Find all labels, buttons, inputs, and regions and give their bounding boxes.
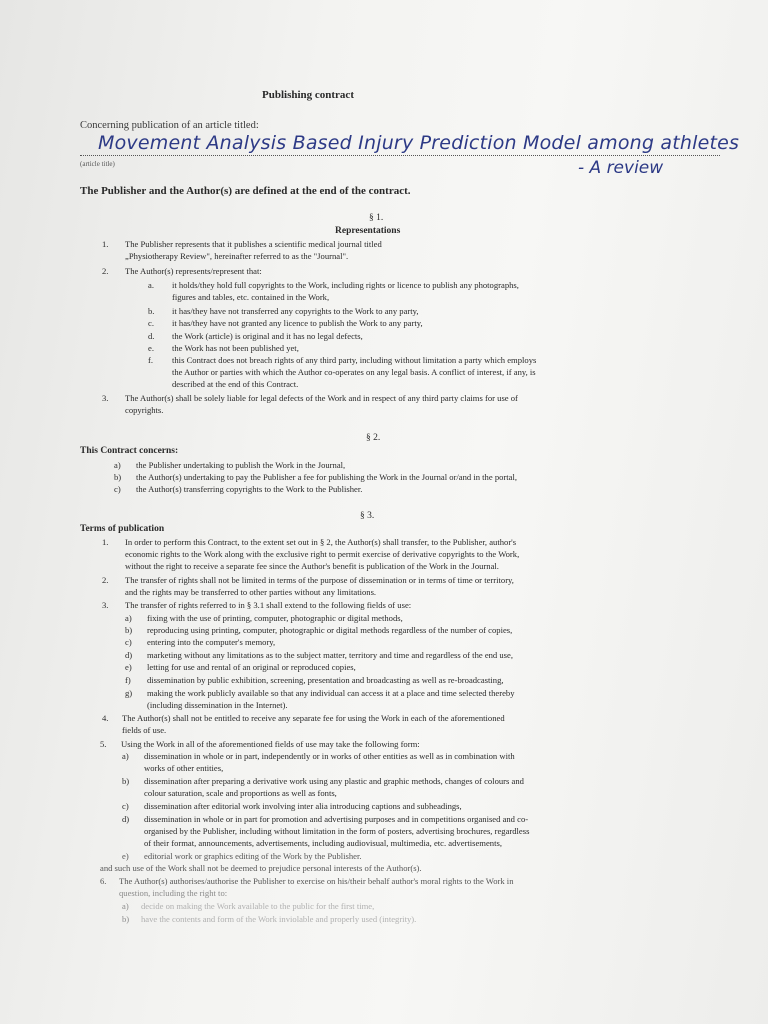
subitem-letter: g): [125, 688, 133, 698]
clause-line: dissemination in whole or in part, independently or in works of other entities as well as in combination with: [144, 751, 515, 761]
section-1-heading: Representations: [335, 226, 401, 236]
clause-line: the Publisher undertaking to publish the Work in the Journal,: [136, 460, 346, 470]
subitem-letter: f): [125, 675, 131, 685]
clause-line: entering into the computer's memory,: [147, 637, 276, 647]
clause-line: the Author(s) undertaking to pay the Publisher a fee for publishing the Work in the Journal or/and in the portal,: [136, 472, 518, 482]
item-number: 2.: [102, 266, 109, 276]
clause-line: „Physiotherapy Review", hereinafter referred to as the "Journal".: [125, 251, 349, 261]
subitem-letter: e): [125, 662, 132, 672]
item-number: 4.: [102, 713, 109, 723]
concerning-label: Concerning publication of an article titled:: [80, 120, 259, 131]
clause-line: letting for use and rental of an original or reproduced copies,: [147, 662, 356, 672]
clause-line: reproducing using printing, computer, photographic or digital methods regardless of the number of copies,: [147, 625, 513, 635]
section-3-heading: Terms of publication: [80, 524, 165, 534]
subitem-letter: a.: [148, 280, 154, 290]
item-number: 2.: [102, 575, 109, 585]
clause-line: colour saturation, scale and proportions as well as fonts,: [144, 788, 337, 798]
clause-line: have the contents and form of the Work inviolable and properly used (integrity).: [141, 914, 417, 924]
subitem-letter: f.: [148, 355, 154, 365]
section-3-number: § 3.: [360, 511, 375, 521]
clause-line: In order to perform this Contract, to the extent set out in § 2, the Author(s) shall transfer, to the Publisher, author's: [125, 537, 517, 547]
subitem-letter: b.: [148, 306, 155, 316]
subitem-letter: b): [125, 625, 133, 635]
subitem-letter: d): [125, 650, 133, 660]
clause-line: the Author or parties with which the Author co-operates on any legal basis. A conflict of interest, if any, is: [172, 367, 536, 377]
clause-line: The Author(s) shall not be entitled to receive any separate fee for using the Work in each of the aforementioned: [122, 713, 505, 723]
clause-line: it holds/they hold full copyrights to the Work, including rights or licence to publish any photographs,: [172, 280, 519, 290]
section-2-number: § 2.: [366, 433, 381, 443]
subitem-letter: a): [125, 613, 132, 623]
subitem-letter: a): [122, 751, 129, 761]
clause-line: fixing with the use of printing, computer, photographic or digital methods,: [147, 613, 403, 623]
clause-line: question, including the right to:: [119, 888, 228, 898]
item-number: 5.: [100, 739, 107, 749]
parties-defined-statement: The Publisher and the Author(s) are defined at the end of the contract.: [80, 185, 411, 197]
clause-line: The Author(s) shall be solely liable for legal defects of the Work and in respect of any third party claims for use of: [125, 393, 518, 403]
clause-line: and the rights may be transferred to other parties without any limitations.: [125, 587, 377, 597]
clause-line: the Work has not been published yet,: [172, 343, 299, 353]
clause-line: copyrights.: [125, 405, 164, 415]
section-2-heading: This Contract concerns:: [80, 446, 179, 456]
clause-line: this Contract does not breach rights of any third party, including without limitation a party which employs: [172, 355, 537, 365]
clause-line: organised by the Publisher, including without limitation in the form of posters, advertising brochures, regardless: [144, 826, 530, 836]
handwritten-article-title: Movement Analysis Based Injury Prediction Model among athletes: [98, 132, 740, 154]
subitem-letter: e): [122, 851, 129, 861]
clause-line: The transfer of rights shall not be limited in terms of the purpose of dissemination or in terms of time or territory,: [125, 575, 514, 585]
document-title: Publishing contract: [262, 89, 354, 101]
clause-line: works of other entities,: [144, 763, 224, 773]
item-number: 3.: [102, 600, 109, 610]
clause-line: it has/they have not transferred any copyrights to the Work to any party,: [172, 306, 419, 316]
subitem-letter: a): [122, 901, 129, 911]
clause-line: marketing without any limitations as to the subject matter, territory and time and regardless of the end use,: [147, 650, 513, 660]
clause-line: dissemination by public exhibition, screening, presentation and broadcasting as well as re-broadcasting,: [147, 675, 504, 685]
subitem-letter: c): [125, 637, 132, 647]
clause-line: The Publisher represents that it publishes a scientific medical journal titled: [125, 239, 382, 249]
clause-line: described at the end of this Contract.: [172, 379, 299, 389]
clause-line: The Author(s) authorises/authorise the Publisher to exercise on his/their behalf author's moral rights to the Work in: [119, 876, 514, 886]
subitem-letter: c): [114, 484, 121, 494]
clause-line: fields of use.: [122, 725, 167, 735]
clause-line: dissemination after preparing a derivative work using any plastic and graphic methods, changes of colours and: [144, 776, 524, 786]
subitem-letter: e.: [148, 343, 154, 353]
clause-line: of their format, announcements, advertisements, including audiovisual, multimedia, etc. advertisements,: [144, 838, 502, 848]
item-number: 1.: [102, 537, 109, 547]
clause-line: figures and tables, etc. contained in the Work,: [172, 292, 330, 302]
section-1-number: § 1.: [369, 213, 384, 223]
article-title-label: (article title): [80, 160, 115, 168]
clause-line: the Author(s) transferring copyrights to the Work to the Publisher.: [136, 484, 363, 494]
clause-line: (including dissemination in the Internet).: [147, 700, 288, 710]
subitem-letter: c.: [148, 318, 154, 328]
title-dotted-line: [80, 155, 720, 156]
clause-line: without the right to receive a separate fee since the Author's benefit is publication of the Work in the Journal.: [125, 561, 499, 571]
clause-line: dissemination after editorial work involving inter alia introducing captions and subheadings,: [144, 801, 462, 811]
clause-line: decide on making the Work available to the public for the first time,: [141, 901, 375, 911]
subitem-letter: b): [114, 472, 122, 482]
clause-line: it has/they have not granted any licence to publish the Work to any party,: [172, 318, 423, 328]
handwritten-article-subtitle: - A review: [578, 158, 664, 178]
item-number: 1.: [102, 239, 109, 249]
clause-line: and such use of the Work shall not be deemed to prejudice personal interests of the Author(s).: [100, 863, 422, 873]
clause-line: dissemination in whole or in part for promotion and advertising purposes and in competitions organised and co-: [144, 814, 529, 824]
subitem-letter: d.: [148, 331, 155, 341]
item-number: 6.: [100, 876, 107, 886]
clause-line: The Author(s) represents/represent that:: [125, 266, 262, 276]
item-number: 3.: [102, 393, 109, 403]
clause-line: editorial work or graphics editing of the Work by the Publisher.: [144, 851, 362, 861]
clause-line: The transfer of rights referred to in § 3.1 shall extend to the following fields of use:: [125, 600, 412, 610]
clause-line: the Work (article) is original and it has no legal defects,: [172, 331, 363, 341]
subitem-letter: d): [122, 814, 130, 824]
subitem-letter: c): [122, 801, 129, 811]
clause-line: making the work publicly available so that any individual can access it at a place and time selected thereby: [147, 688, 515, 698]
subitem-letter: b): [122, 776, 130, 786]
clause-line: Using the Work in all of the aforementioned fields of use may take the following form:: [121, 739, 420, 749]
subitem-letter: b): [122, 914, 130, 924]
clause-line: economic rights to the Work along with the exclusive right to permit exercise of derivative copyrights to the Work,: [125, 549, 520, 559]
subitem-letter: a): [114, 460, 121, 470]
